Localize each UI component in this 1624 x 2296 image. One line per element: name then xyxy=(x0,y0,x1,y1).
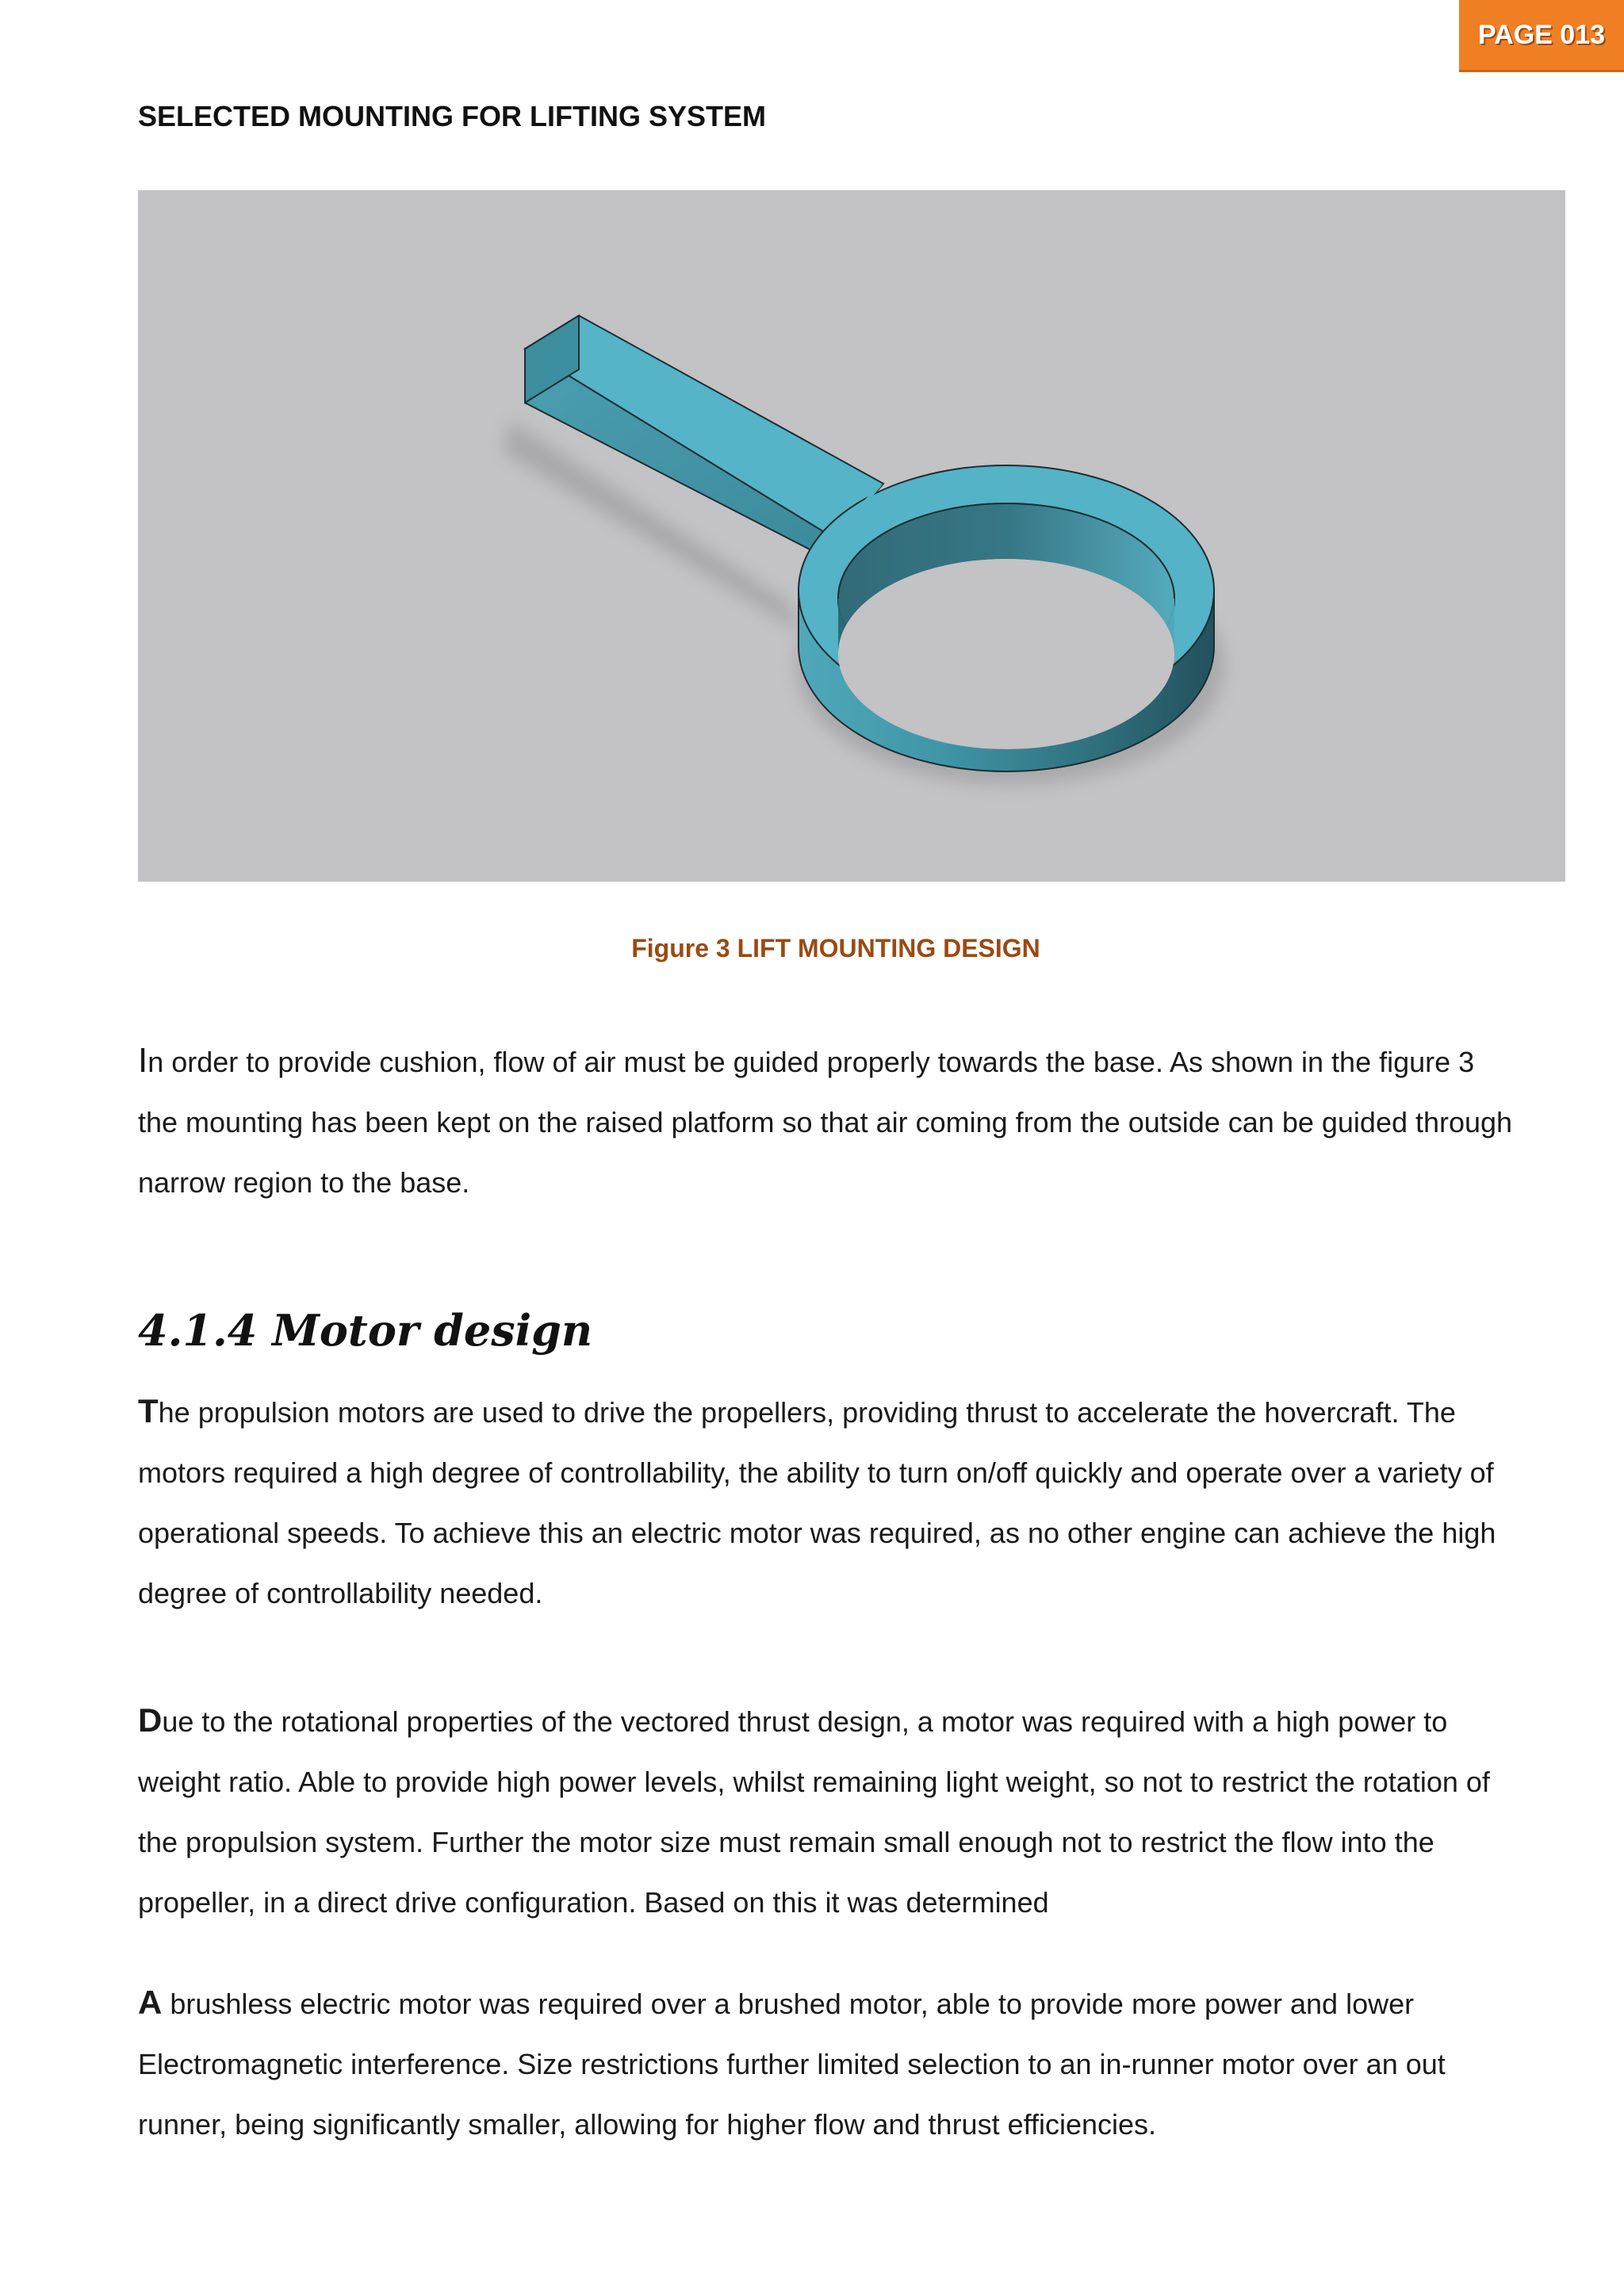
drop-letter: A xyxy=(138,1984,163,2021)
ring-inner-floor xyxy=(838,559,1174,749)
paragraph-motor-3 xyxy=(138,1973,1518,2155)
drop-letter: I xyxy=(138,1041,148,1080)
drop-letter: D xyxy=(138,1701,163,1739)
paragraph-motor-1 xyxy=(138,1381,1518,1624)
paragraph-text: he propulsion motors are used to drive the propellers, providing thrust to accelerate the hovercraft. The motors required a high degree of controllability, the ability to turn on/off quickly and operate over a variety of operational speeds. To achieve this an electric motor was required, as no other engine can achieve the high degree of controllability needed. xyxy=(138,1396,1496,1609)
figure-caption: Figure 3 LIFT MOUNTING DESIGN xyxy=(631,934,1040,962)
lift-mounting-render xyxy=(138,190,1565,882)
page-number-badge: PAGE 013 xyxy=(1459,0,1624,72)
drop-letter: T xyxy=(138,1392,159,1429)
paragraph-text: brushless electric motor was required over a brushed motor, able to provide more power and lower Electromagnetic interference. Size restrictions further limited selection to an in-runner motor over an out runner, being significantly smaller, allowing for higher flow and thrust efficiencies. xyxy=(138,1988,1446,2141)
paragraph-text: ue to the rotational properties of the vectored thrust design, a motor was required with a high power to weight ratio. Able to provide high power levels, whilst remaining light weight, so not to restrict the rotation of the propulsion system. Further the motor size must remain small enough not to restrict the flow into the propeller, in a direct drive configuration. Based on this it was determined xyxy=(138,1705,1490,1919)
paragraph-intro xyxy=(138,1031,1518,1213)
subheading-motor-design: 4.1.4 Motor design xyxy=(138,1305,593,1356)
paragraph-motor-2 xyxy=(138,1690,1518,1933)
section-heading: SELECTED MOUNTING FOR LIFTING SYSTEM xyxy=(138,100,766,132)
paragraph-text: n order to provide cushion, flow of air must be guided properly towards the base. As shown in the figure 3 the mounting has been kept on the raised platform so that air coming from the outside can be guided through narrow region to the base. xyxy=(138,1046,1513,1199)
figure-lift-mounting xyxy=(138,190,1565,882)
